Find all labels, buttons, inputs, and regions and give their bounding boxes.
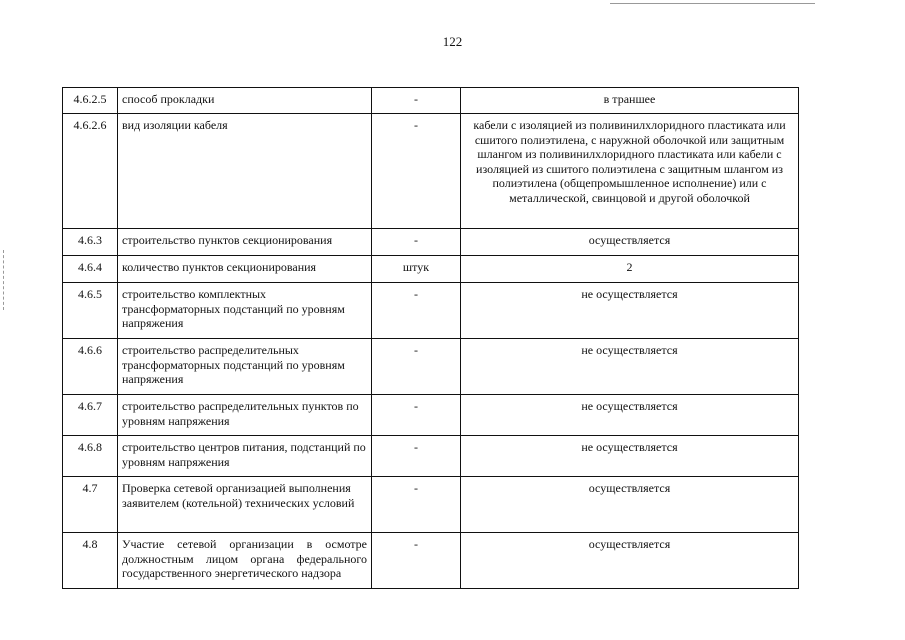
row-name: способ прокладки <box>118 88 372 114</box>
specification-table <box>62 87 799 589</box>
row-value: не осуществляется <box>461 436 799 477</box>
row-value: осуществляется <box>461 477 799 533</box>
table-row <box>63 283 799 339</box>
page-number: 122 <box>442 34 463 49</box>
row-unit: - <box>372 533 461 589</box>
row-number: 4.6.7 <box>63 395 118 436</box>
row-number: 4.7 <box>63 477 118 533</box>
row-number: 4.6.3 <box>63 229 118 256</box>
row-unit: - <box>372 283 461 339</box>
row-name: строительство комплектных трансформаторных подстанций по уровням напряжения <box>118 283 372 339</box>
row-name: количество пунктов секционирования <box>118 256 372 283</box>
table-row <box>63 533 799 589</box>
table-row <box>63 339 799 395</box>
row-unit: - <box>372 114 461 229</box>
row-number: 4.6.8 <box>63 436 118 477</box>
row-value: в траншее <box>461 88 799 114</box>
row-number: 4.6.5 <box>63 283 118 339</box>
row-unit: - <box>372 229 461 256</box>
row-unit: - <box>372 339 461 395</box>
row-number: 4.6.6 <box>63 339 118 395</box>
row-value: осуществляется <box>461 229 799 256</box>
row-name: строительство распределительных трансформаторных подстанций по уровням напряжения <box>118 339 372 395</box>
table-row <box>63 477 799 533</box>
row-value: кабели с изоляцией из поливинилхлоридного пластиката или сшитого полиэтилена, с наружной оболочкой или защитным шлангом из поливинилхлоридного пластиката или кабели с изоляцией из сшитого полиэтилена с защитным шлангом из полиэтилена (общепромышленное исполнение) или с металлической, свинцовой и другой оболочкой <box>461 114 799 229</box>
table-row <box>63 114 799 229</box>
table-row <box>63 88 799 114</box>
row-unit: - <box>372 436 461 477</box>
row-value: не осуществляется <box>461 283 799 339</box>
row-name: строительство распределительных пунктов по уровням напряжения <box>118 395 372 436</box>
row-value: не осуществляется <box>461 395 799 436</box>
table-row <box>63 436 799 477</box>
row-value: не осуществляется <box>461 339 799 395</box>
scan-edge-marks <box>3 250 5 310</box>
row-name: Проверка сетевой организацией выполнения заявителем (котельной) технических условий <box>118 477 372 533</box>
row-name: Участие сетевой организации в осмотре должностным лицом органа федерального государственного энергетического надзора <box>118 533 372 589</box>
row-unit: штук <box>372 256 461 283</box>
row-unit: - <box>372 477 461 533</box>
table-row <box>63 256 799 283</box>
table-row <box>63 229 799 256</box>
top-rule <box>610 3 815 4</box>
table-row <box>63 395 799 436</box>
row-number: 4.8 <box>63 533 118 589</box>
row-number: 4.6.2.5 <box>63 88 118 114</box>
row-number: 4.6.2.6 <box>63 114 118 229</box>
row-number: 4.6.4 <box>63 256 118 283</box>
row-name: строительство центров питания, подстанций по уровням напряжения <box>118 436 372 477</box>
row-value: осуществляется <box>461 533 799 589</box>
row-unit: - <box>372 88 461 114</box>
row-unit: - <box>372 395 461 436</box>
row-value: 2 <box>461 256 799 283</box>
row-name: вид изоляции кабеля <box>118 114 372 229</box>
row-name: строительство пунктов секционирования <box>118 229 372 256</box>
